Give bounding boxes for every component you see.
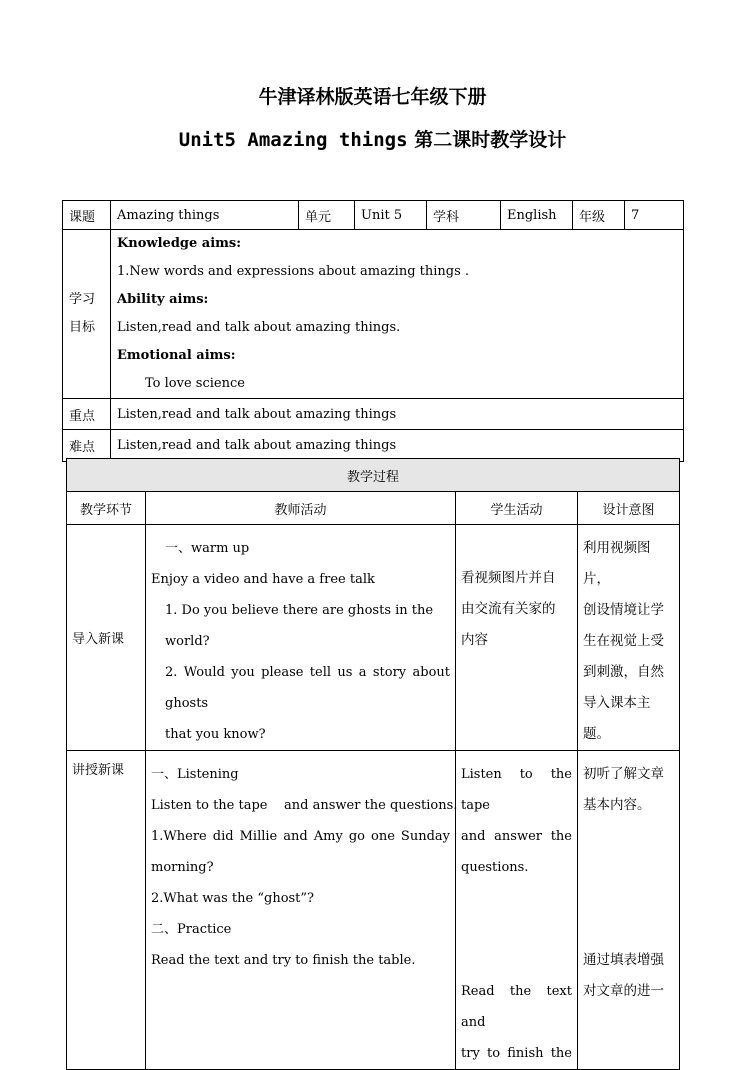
design-line <box>583 852 674 883</box>
design-line: 利用视频图片， <box>583 540 651 587</box>
unit-label: 单元 <box>299 201 355 230</box>
student-line: try to finish the <box>461 1046 572 1061</box>
student-line <box>461 883 572 914</box>
document-title: 牛津译林版英语七年级下册 <box>258 86 487 108</box>
lesson-info-table <box>62 200 684 462</box>
design-line: 到刺激，自然 <box>583 664 664 680</box>
student-activity-intro <box>456 525 578 751</box>
emotional-aims-title: Emotional aims: <box>117 348 236 363</box>
grade-value: 7 <box>625 201 684 230</box>
stage-new-lesson: 讲授新课 <box>67 751 146 1070</box>
design-line: 通过填表增强 <box>583 952 664 968</box>
difficult-points-label: 难点 <box>63 430 111 462</box>
teacher-activity-intro <box>146 525 456 751</box>
goals-label-line2: 目标 <box>69 320 96 335</box>
student-line: Listen to the tape <box>461 767 572 813</box>
design-line <box>583 914 674 945</box>
teacher-line: 一、Listening <box>151 767 239 782</box>
subject-label: 学科 <box>427 201 501 230</box>
document-subtitle <box>0 125 745 152</box>
student-activity-new-lesson <box>456 751 578 1070</box>
design-line: 基本内容。 <box>583 797 651 813</box>
learning-goals <box>111 230 684 399</box>
ability-aims-title: Ability aims: <box>117 292 209 307</box>
teacher-line: 2.What was the “ghost”? <box>151 891 315 906</box>
design-line: 对文章的进一 <box>583 983 664 999</box>
col-teacher: 教师活动 <box>146 492 456 525</box>
student-line: 由交流有关家的 <box>461 601 556 617</box>
student-line: Read the text and <box>461 984 572 1030</box>
teaching-process-table <box>66 458 680 1070</box>
subject-value: English <box>501 201 573 230</box>
teacher-line: 1.Where did Millie and Amy go one Sunday <box>151 829 450 844</box>
col-stage: 教学环节 <box>67 492 146 525</box>
design-line: 导入课本主题。 <box>583 695 651 742</box>
goals-label <box>63 230 111 399</box>
design-line: 初听了解文章 <box>583 766 664 782</box>
design-intent-intro <box>578 525 680 751</box>
teacher-line: Listen to the tape and answer the questions. <box>151 798 458 813</box>
ability-aims-text: Listen,read and talk about amazing things. <box>117 320 401 335</box>
col-student: 学生活动 <box>456 492 578 525</box>
teacher-line: Read the text and try to finish the table. <box>151 953 416 968</box>
teacher-line: morning? <box>151 860 214 875</box>
col-design: 设计意图 <box>578 492 680 525</box>
emotional-aims-text: To love science <box>145 376 245 391</box>
difficult-points-text: Listen,read and talk about amazing things <box>111 430 684 462</box>
teacher-line: that you know? <box>165 727 266 742</box>
teacher-line: 一、warm up <box>165 541 250 556</box>
teacher-line: Enjoy a video and have a free talk <box>151 572 375 587</box>
student-line <box>461 945 572 976</box>
subtitle-lesson: 第二课时教学设计 <box>414 129 567 151</box>
knowledge-aims-text: 1.New words and expressions about amazing things . <box>117 264 470 279</box>
teacher-line: 1. Do you believe there are ghosts in the world? <box>165 603 434 649</box>
teacher-line: 2. Would you please tell us a story about ghosts <box>165 665 450 711</box>
teacher-activity-new-lesson <box>146 751 456 1070</box>
student-line: questions. <box>461 860 529 875</box>
design-line: 创设情境让学 <box>583 602 664 618</box>
design-line <box>583 883 674 914</box>
student-line: 看视频图片并自 <box>461 570 556 586</box>
topic-value: Amazing things <box>111 201 299 230</box>
stage-intro: 导入新课 <box>67 525 146 751</box>
key-points-text: Listen,read and talk about amazing things <box>111 399 684 430</box>
teacher-line: 二、Practice <box>151 922 232 937</box>
grade-label: 年级 <box>573 201 625 230</box>
knowledge-aims-title: Knowledge aims: <box>117 236 242 251</box>
student-line: and answer the <box>461 829 572 844</box>
goals-label-line1: 学习 <box>69 292 96 307</box>
subtitle-unit: Unit5 Amazing things <box>178 129 408 151</box>
topic-label: 课题 <box>63 201 111 230</box>
key-points-label: 重点 <box>63 399 111 430</box>
design-intent-new-lesson <box>578 751 680 1070</box>
unit-value: Unit 5 <box>355 201 427 230</box>
process-header: 教学过程 <box>67 459 680 492</box>
design-line: 生在视觉上受 <box>583 633 664 649</box>
design-line <box>583 821 674 852</box>
student-line <box>461 914 572 945</box>
student-line: 内容 <box>461 632 488 648</box>
